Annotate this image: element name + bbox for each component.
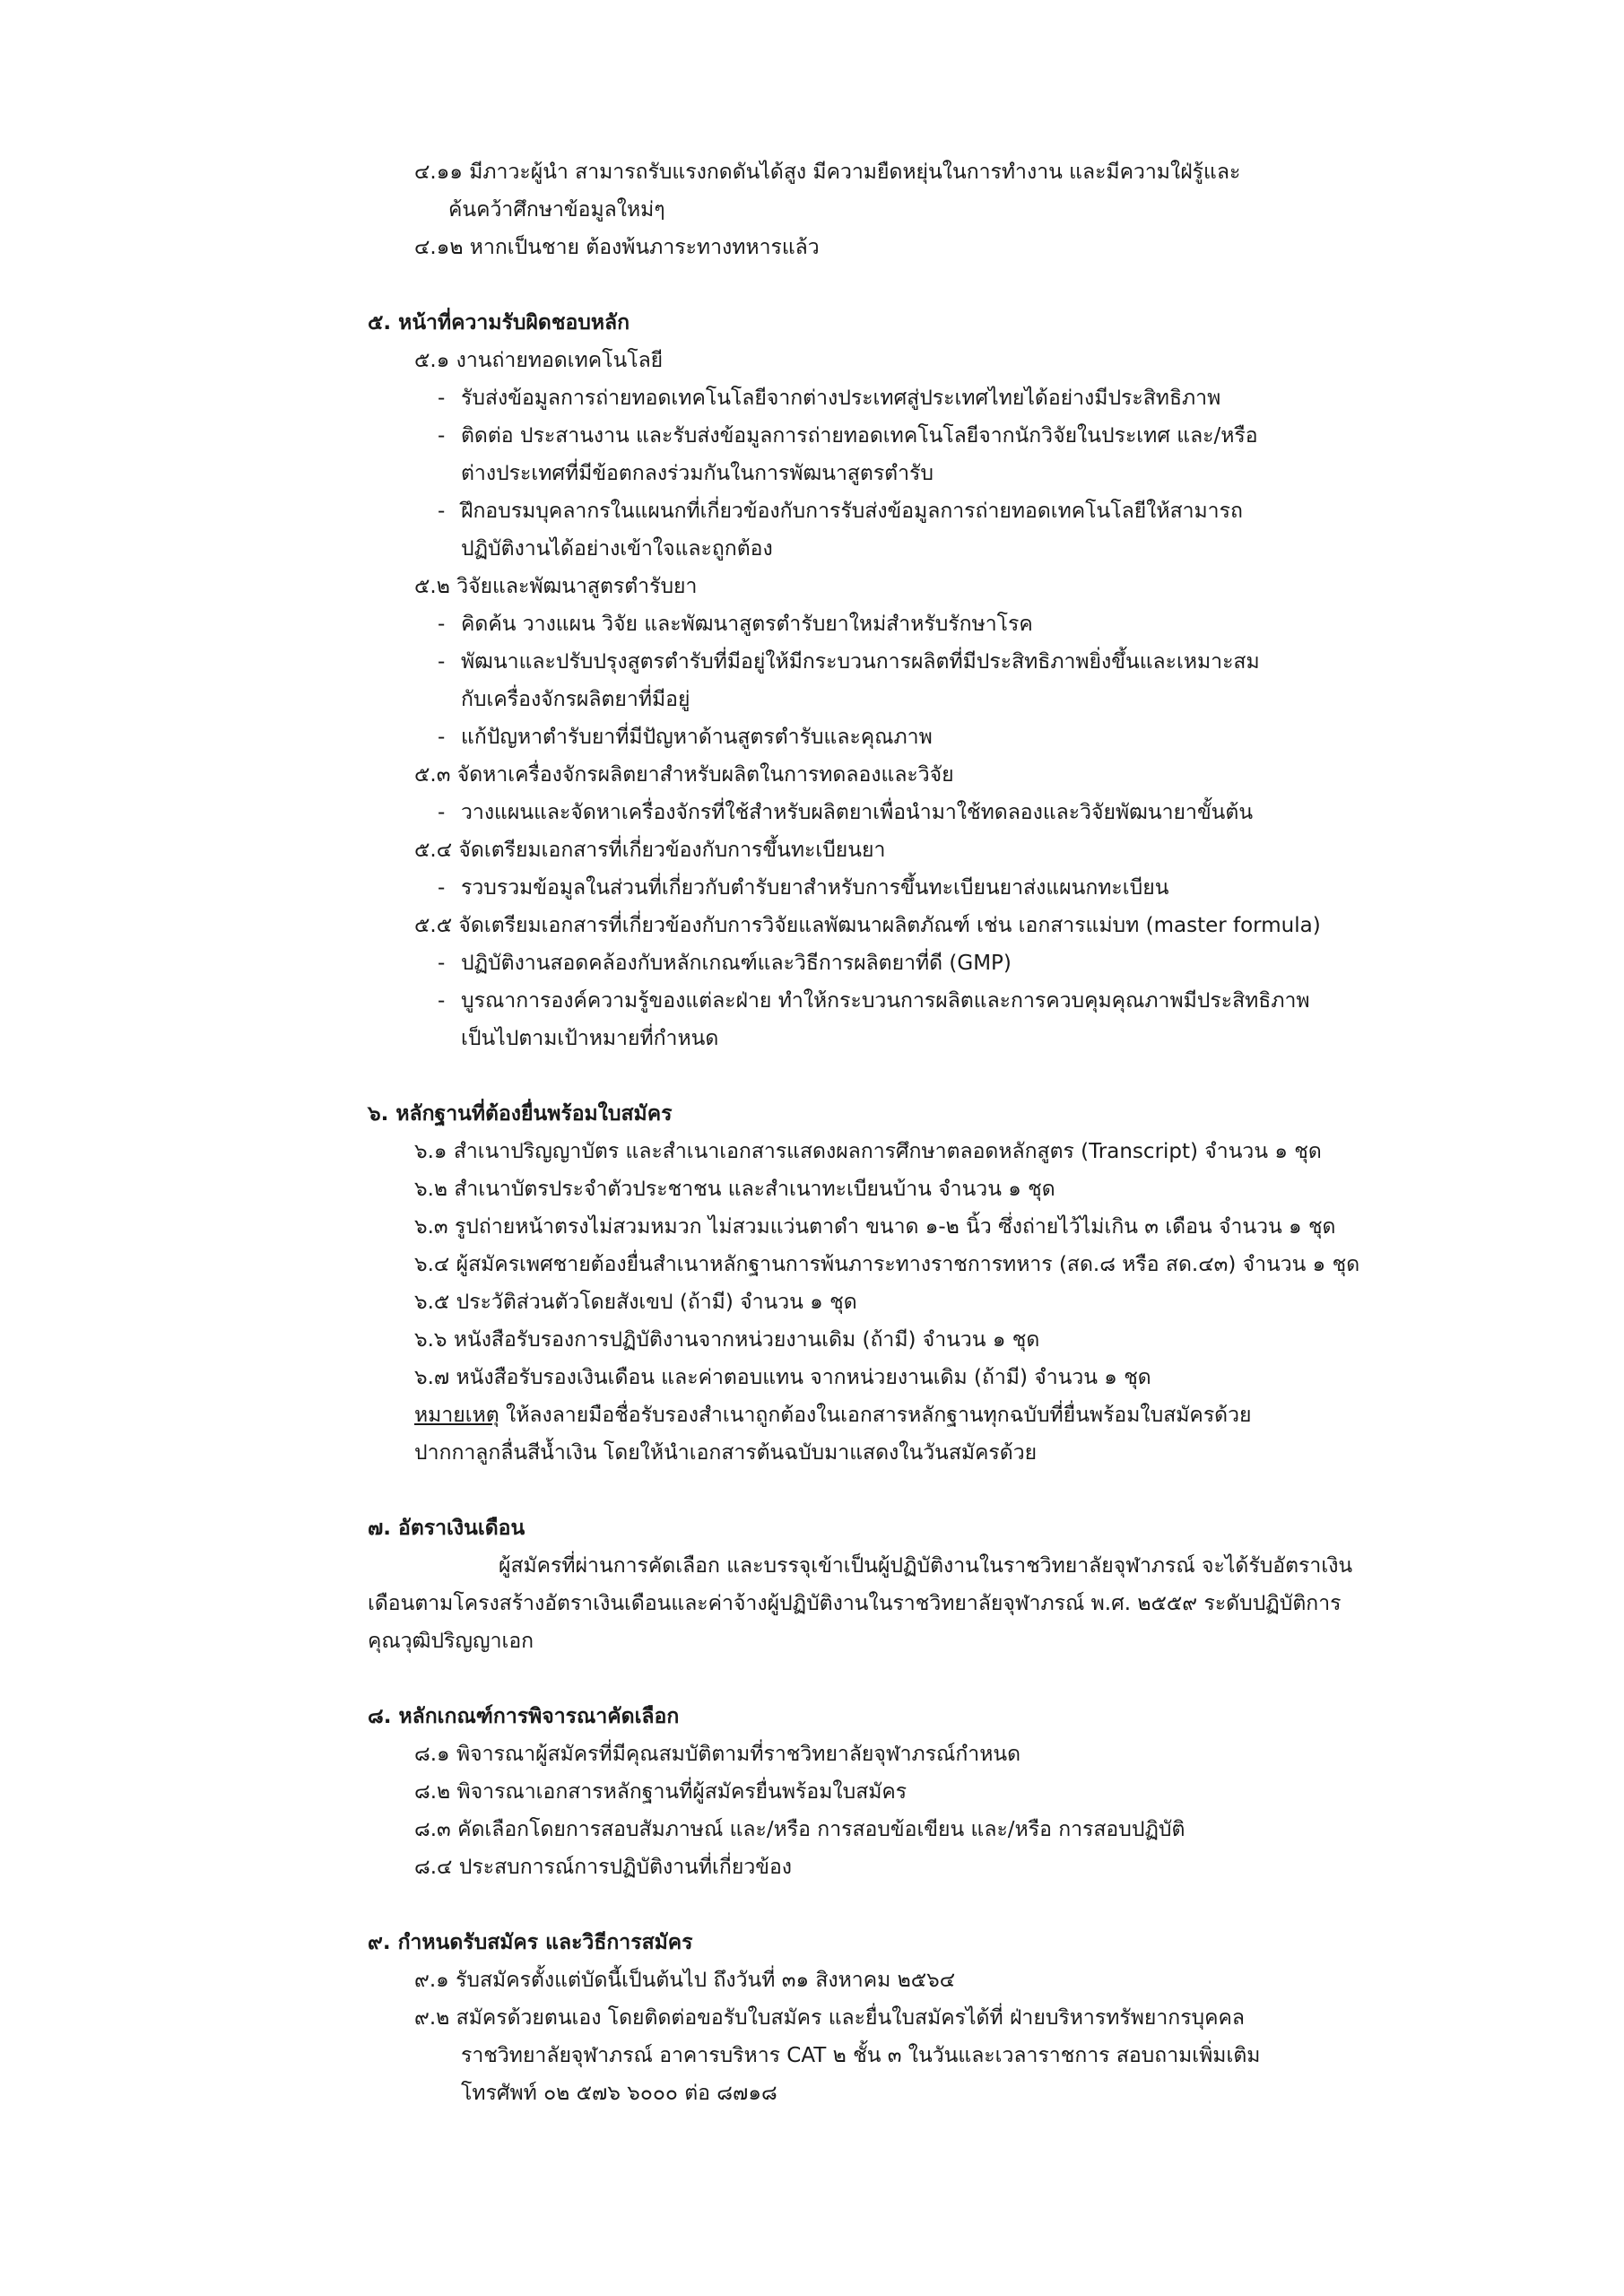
bullet-5-1-c: - ฝึกอบรมบุคลากรในแผนกที่เกี่ยวข้องกับการรับส่งข้อมูลการถ่ายทอดเทคโนโลยีให้สามารถ xyxy=(438,500,1243,523)
item-6-6: ๖.๖ หนังสือรับรองการปฏิบัติงานจากหน่วยงานเดิม (ถ้ามี) จำนวน ๑ ชุด xyxy=(414,1328,1040,1352)
item-9-2-cont-2: โทรศัพท์ ๐๒ ๕๗๖ ๖๐๐๐ ต่อ ๘๗๑๘ xyxy=(461,2082,777,2105)
item-5-1: ๕.๑ งานถ่ายทอดเทคโนโลยี xyxy=(414,349,664,372)
item-6-1: ๖.๑ สำเนาปริญญาบัตร และสำเนาเอกสารแสดงผลการศึกษาตลอดหลักสูตร (Transcript) จำนวน ๑ ชุด xyxy=(414,1140,1322,1163)
salary-paragraph-line-3: คุณวุฒิปริญญาเอก xyxy=(368,1630,534,1653)
item-4-12: ๔.๑๒ หากเป็นชาย ต้องพ้นภาระทางทหารแล้ว xyxy=(414,236,820,259)
section-5-heading: ๕. หน้าที่ความรับผิดชอบหลัก xyxy=(368,311,630,335)
section-7-heading: ๗. อัตราเงินเดือน xyxy=(368,1517,525,1540)
bullet-5-5-b-cont: เป็นไปตามเป้าหมายที่กำหนด xyxy=(461,1027,719,1050)
note-text: ให้ลงลายมือชื่อรับรองสำเนาถูกต้องในเอกสารหลักฐานทุกฉบับที่ยื่นพร้อมใบสมัครด้วย xyxy=(499,1404,1252,1427)
item-5-3: ๕.๓ จัดหาเครื่องจักรผลิตยาสำหรับผลิตในการทดลองและวิจัย xyxy=(414,763,954,787)
bullet-5-2-b-cont: กับเครื่องจักรผลิตยาที่มีอยู่ xyxy=(461,688,690,711)
item-9-1: ๙.๑ รับสมัครตั้งแต่บัดนี้เป็นต้นไป ถึงวันที่ ๓๑ สิงหาคม ๒๕๖๔ xyxy=(414,1969,956,1992)
item-5-2: ๕.๒ วิจัยและพัฒนาสูตรตำรับยา xyxy=(414,575,698,598)
item-5-5: ๕.๕ จัดเตรียมเอกสารที่เกี่ยวข้องกับการวิจัยแลพัฒนาผลิตภัณฑ์ เช่น เอกสารแม่บท (master formula) xyxy=(414,914,1321,937)
bullet-5-2-a: - คิดค้น วางแผน วิจัย และพัฒนาสูตรตำรับยาใหม่สำหรับรักษาโรค xyxy=(438,613,1033,636)
item-6-3: ๖.๓ รูปถ่ายหน้าตรงไม่สวมหมวก ไม่สวมแว่นตาดำ ขนาด ๑-๒ นิ้ว ซึ่งถ่ายไว้ไม่เกิน ๓ เดือน จำนวน ๑ ชุด xyxy=(414,1215,1336,1239)
salary-paragraph-line-1: ผู้สมัครที่ผ่านการคัดเลือก และบรรจุเข้าเป็นผู้ปฏิบัติงานในราชวิทยาลัยจุฬาภรณ์ จะได้รับอัตราเงิน xyxy=(499,1554,1353,1578)
item-9-2-cont-1: ราชวิทยาลัยจุฬาภรณ์ อาคารบริหาร CAT ๒ ชั้น ๓ ในวันและเวลาราชการ สอบถามเพิ่มเติม xyxy=(461,2044,1261,2067)
bullet-5-2-c: - แก้ปัญหาตำรับยาที่มีปัญหาด้านสูตรตำรับและคุณภาพ xyxy=(438,726,933,749)
bullet-5-5-a: - ปฏิบัติงานสอดคล้องกับหลักเกณฑ์และวิธีการผลิตยาที่ดี (GMP) xyxy=(438,952,1012,975)
item-6-2: ๖.๒ สำเนาบัตรประจำตัวประชาชน และสำเนาทะเบียนบ้าน จำนวน ๑ ชุด xyxy=(414,1178,1055,1201)
salary-paragraph-line-2: เดือนตามโครงสร้างอัตราเงินเดือนและค่าจ้างผู้ปฏิบัติงานในราชวิทยาลัยจุฬาภรณ์ พ.ศ. ๒๕๕๙ ระดับปฏิบัติการ xyxy=(368,1592,1342,1615)
bullet-5-4-a: - รวบรวมข้อมูลในส่วนที่เกี่ยวกับตำรับยาสำหรับการขึ้นทะเบียนยาส่งแผนกทะเบียน xyxy=(438,876,1169,900)
item-9-2: ๙.๒ สมัครด้วยตนเอง โดยติดต่อขอรับใบสมัคร และยื่นใบสมัครได้ที่ ฝ่ายบริหารทรัพยากรบุคคล xyxy=(414,2006,1246,2030)
bullet-5-3-a: - วางแผนและจัดหาเครื่องจักรที่ใช้สำหรับผลิตยาเพื่อนำมาใช้ทดลองและวิจัยพัฒนายาขั้นต้น xyxy=(438,801,1254,824)
item-8-2: ๘.๒ พิจารณาเอกสารหลักฐานที่ผู้สมัครยื่นพร้อมใบสมัคร xyxy=(414,1780,908,1804)
item-6-7: ๖.๗ หนังสือรับรองเงินเดือน และค่าตอบแทน จากหน่วยงานเดิม (ถ้ามี) จำนวน ๑ ชุด xyxy=(414,1366,1151,1389)
section-9-heading: ๙. กำหนดรับสมัคร และวิธีการสมัคร xyxy=(368,1931,693,1954)
note-line-2: ปากกาลูกลื่นสีน้ำเงิน โดยให้นำเอกสารต้นฉบับมาแสดงในวันสมัครด้วย xyxy=(414,1441,1038,1465)
item-8-1: ๘.๑ พิจารณาผู้สมัครที่มีคุณสมบัติตามที่ราชวิทยาลัยจุฬาภรณ์กำหนด xyxy=(414,1743,1021,1766)
item-4-11-cont: ค้นคว้าศึกษาข้อมูลใหม่ๆ xyxy=(448,198,665,222)
item-6-5: ๖.๕ ประวัติส่วนตัวโดยสังเขป (ถ้ามี) จำนวน ๑ ชุด xyxy=(414,1291,857,1314)
item-5-4: ๕.๔ จัดเตรียมเอกสารที่เกี่ยวข้องกับการขึ้นทะเบียนยา xyxy=(414,839,886,862)
item-4-11: ๔.๑๑ มีภาวะผู้นำ สามารถรับแรงกดดันได้สูง มีความยืดหยุ่นในการทำงาน และมีความใฝ่รู้และ xyxy=(414,161,1241,184)
note-label: หมายเหตุ xyxy=(414,1404,499,1427)
bullet-5-5-b: - บูรณาการองค์ความรู้ของแต่ละฝ่าย ทำให้กระบวนการผลิตและการควบคุมคุณภาพมีประสิทธิภาพ xyxy=(438,989,1310,1013)
item-8-4: ๘.๔ ประสบการณ์การปฏิบัติงานที่เกี่ยวข้อง xyxy=(414,1856,792,1879)
item-6-4: ๖.๔ ผู้สมัครเพศชายต้องยื่นสำเนาหลักฐานการพ้นภาระทางราชการทหาร (สด.๘ หรือ สด.๔๓) จำนวน ๑ ชุด xyxy=(414,1253,1360,1276)
note-line xyxy=(414,1400,1252,1431)
section-8-heading: ๘. หลักเกณฑ์การพิจารณาคัดเลือก xyxy=(368,1705,680,1728)
bullet-5-1-b-cont: ต่างประเทศที่มีข้อตกลงร่วมกันในการพัฒนาสูตรตำรับ xyxy=(461,462,934,485)
bullet-5-1-a: - รับส่งข้อมูลการถ่ายทอดเทคโนโลยีจากต่างประเทศสู่ประเทศไทยได้อย่างมีประสิทธิภาพ xyxy=(438,387,1221,410)
bullet-5-1-c-cont: ปฏิบัติงานได้อย่างเข้าใจและถูกต้อง xyxy=(461,537,773,561)
bullet-5-2-b: - พัฒนาและปรับปรุงสูตรตำรับที่มีอยู่ให้มีกระบวนการผลิตที่มีประสิทธิภาพยิ่งขึ้นและเหมาะสม xyxy=(438,650,1260,674)
item-8-3: ๘.๓ คัดเลือกโดยการสอบสัมภาษณ์ และ/หรือ การสอบข้อเขียน และ/หรือ การสอบปฏิบัติ xyxy=(414,1818,1185,1841)
bullet-5-1-b: - ติดต่อ ประสานงาน และรับส่งข้อมูลการถ่ายทอดเทคโนโลยีจากนักวิจัยในประเทศ และ/หรือ xyxy=(438,424,1258,448)
section-6-heading: ๖. หลักฐานที่ต้องยื่นพร้อมใบสมัคร xyxy=(368,1102,673,1126)
